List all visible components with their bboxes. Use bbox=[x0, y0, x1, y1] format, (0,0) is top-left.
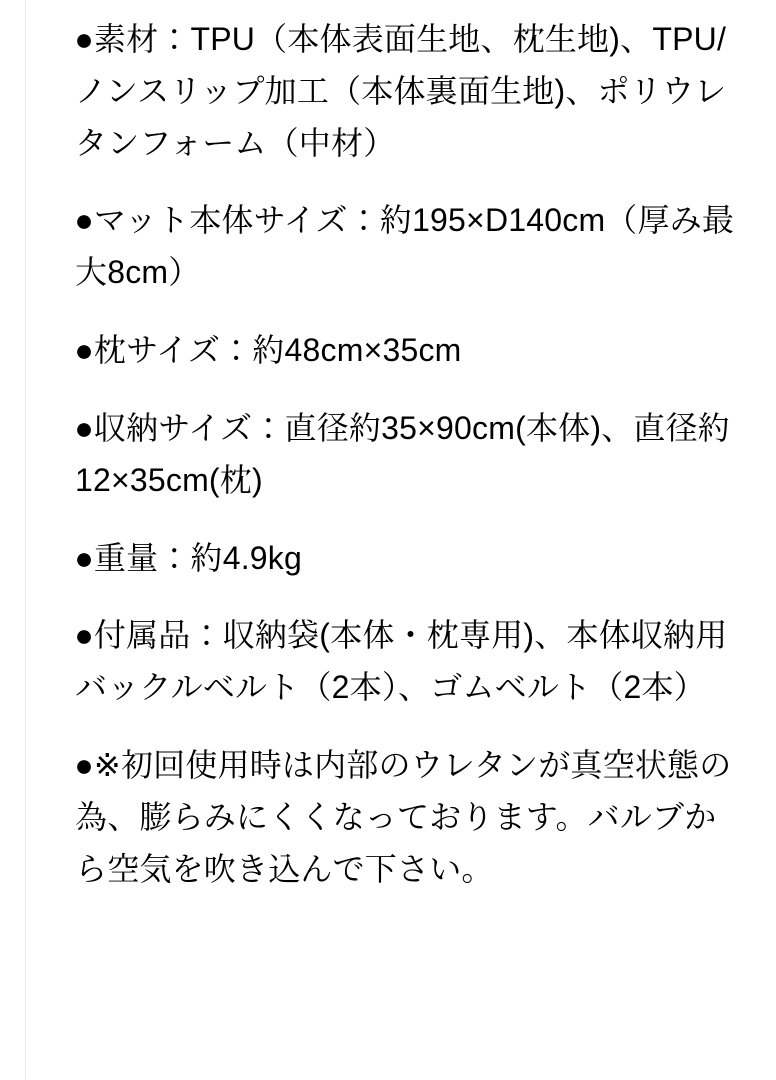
list-item: ●※初回使用時は内部のウレタンが真空状態の為、膨らみにくくなっております。バルブから空気を吹き込んで下さい。 bbox=[74, 747, 732, 887]
list-item: ●収納サイズ：直径約35×90cm(本体)、直径約12×35cm(枕) bbox=[74, 409, 730, 498]
list-item: ●付属品：収納袋(本体・枕専用)、本体収納用バックルベルト（2本）、ゴムベルト（2本） bbox=[74, 617, 728, 706]
specification-list bbox=[27, 0, 776, 1080]
left-margin-strip bbox=[0, 0, 26, 1080]
list-item: ●マット本体サイズ：約195×D140cm（厚み最大8cm） bbox=[74, 202, 735, 291]
list-item: ●素材：TPU（本体表面生地、枕生地)、TPU/ノンスリップ加工（本体裏面生地)、ポリウレタンフォーム（中材） bbox=[74, 21, 727, 161]
list-item: ●重量：約4.9kg bbox=[74, 539, 302, 576]
list-item: ●枕サイズ：約48cm×35cm bbox=[74, 332, 462, 369]
